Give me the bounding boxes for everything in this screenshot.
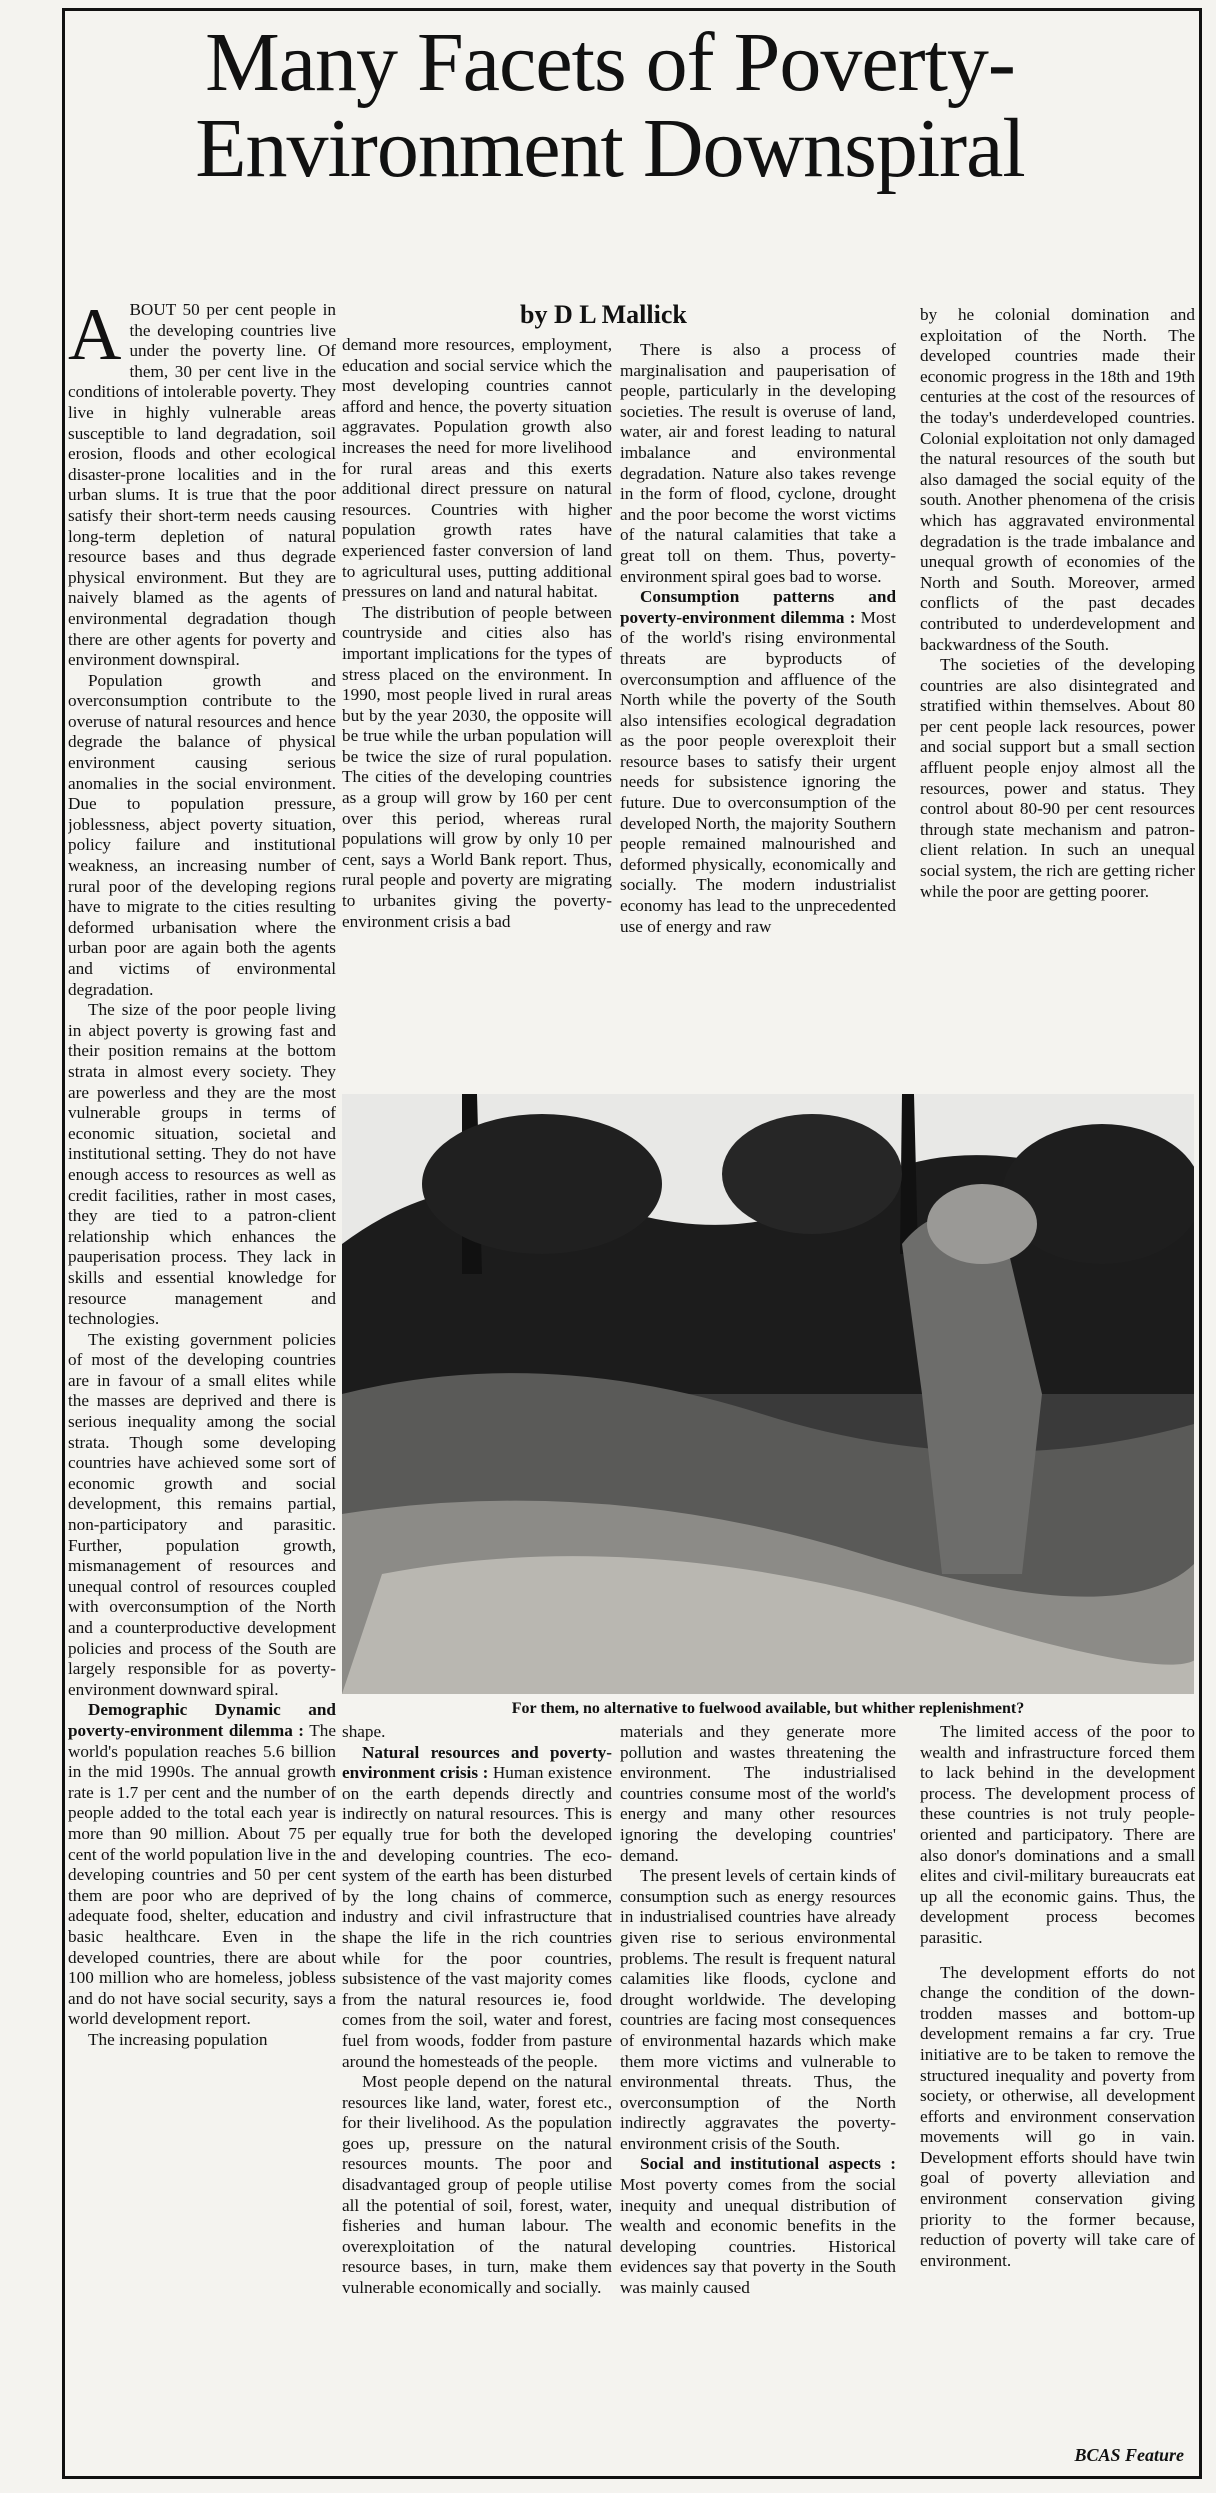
column-5-para-1: shape. xyxy=(342,1722,386,1741)
column-6-para-3: Social and institutional aspects : Most poverty comes from the social inequity and unequal distribution of wealth and economic benefits in the developing countries. Historical evidences say that poverty in the South was mainly caused xyxy=(620,2154,896,2298)
subheading-social: Social and institutional aspects : xyxy=(640,2154,896,2174)
column-4-para-1: by he colonial domination and exploitation of the North. The developed countries made their economic progress in the 18th and 19th centuries at the cost of the resources of the today's underdeveloped countries. Colonial exploitation not only damaged the natural resources of the south but also damaged the social equity of the south. Another phenomena of the crisis which has aggravated environmental degradation is the trade imbalance and unequal growth of economies of the North and South. Moreover, armed conflicts of the past decades contributed to underdevelopment and backwardness of the South. xyxy=(920,305,1195,654)
feature-credit: BCAS Feature xyxy=(1074,2445,1184,2465)
column-2-para-1: demand more resources, employment, education and social service which the most developing countries cannot afford and hence, the poverty situation aggravates. Population growth also increases the need for more livelihood for rural areas and this exerts additional direct pressure on natural resources. Countries with higher population growth rates have experienced faster conversion of land to agricultural uses, putting additional pressures on land and natural habitat. xyxy=(342,335,612,602)
subheading-natural-resources: Natural resources and poverty-environment crisis : xyxy=(342,1742,612,1783)
column-1-para-1: ABOUT 50 per cent people in the developing countries live under the poverty line. Of them, 30 per cent live in the conditions of intolerable poverty. They live in highly vulnerable areas susceptible to land degradation, soil erosion, floods and other ecological disaster-prone localities and in the urban slums. It is true that the poor satisfy their short-term needs causing long-term depletion of natural resource bases and thus degrade physical environment. But they are naively blamed as the agents of environmental degradation though there are other agents for poverty and environment downspiral. xyxy=(68,300,336,670)
column-3-para-2: Consumption patterns and poverty-environment dilemma : Most of the world's rising environmental threats are byproducts of overconsumption and affluence of the North while the poverty of the South also intensifies ecological degradation as the poor people overexploit their resource bases to satisfy their urgent needs for subsistence ignoring the future. Due to overconsumption of the developed North, the majority Southern people remained malnourished and deformed physically, economically and socially. The modern industrialist economy has lead to the unprecedented use of energy and raw xyxy=(620,587,896,936)
photo-illustration xyxy=(342,1094,1194,1694)
column-6-para-2: The present levels of certain kinds of consumption such as energy resources in industrialised countries have already given rise to serious environmental problems. The result is frequent natural calamities like floods, cyclone and drought worldwide. The developing countries are facing most consequences of environmental hazards which make them more victims and vulnerable to environmental threats. Thus, the overconsumption of the North indirectly aggravates the poverty-environment crisis of the South. xyxy=(620,1866,896,2153)
photo-caption: For them, no alternative to fuelwood available, but whither replenishment? xyxy=(511,1700,1025,1717)
column-1-para-2: Population growth and overconsumption contribute to the overuse of natural resources and hence degrade the balance of physical environment causing serious anomalies in the social environment. Due to population pressure, joblessness, abject poverty situation, policy failure and institutional weakness, an increasing number of rural poor of the developing regions have to migrate to the cities resulting deformed urbanisation where the urban poor are again both the agents and victims of environmental degradation. xyxy=(68,670,336,999)
column-5 xyxy=(342,1722,612,2462)
subheading-consumption: Consumption patterns and poverty-environment dilemma : xyxy=(620,587,896,627)
top-rule xyxy=(62,8,1202,11)
column-1-para-3: The size of the poor people living in abject poverty is growing fast and their position remains at the bottom strata in almost every society. They are powerless and they are the most vulnerable groups in terms of economic situation, societal and institutional setting. They do not have enough access to resources as well as credit facilities, rather in most cases, they are tied to a patron-client relationship which enhances the pauperisation process. They lack in skills and essential knowledge for resource management and technologies. xyxy=(68,1000,336,1329)
bottom-rule xyxy=(62,2476,1202,2479)
column-5-para-2: Natural resources and poverty-environment crisis : Human existence on the earth depends directly and indirectly on natural resources. This is equally true for both the developed and developing countries. The eco-system of the earth has been disturbed by the long chains of commerce, industry and civil infrastructure that shape the life in the rich countries while for the poor countries, subsistence of the vast majority comes from the natural resources ie, food comes from the soil, water and forest, fuel from woods, fodder from pasture around the homesteads of the people. xyxy=(342,1742,612,2071)
column-2 xyxy=(342,335,612,1090)
subheading-demographic: Demographic Dynamic and poverty-environment dilemma : xyxy=(68,1700,336,1740)
left-rule xyxy=(62,8,65,2478)
photo-fuelwood xyxy=(342,1094,1194,1694)
column-7-para-2: The development efforts do not change the condition of the down-trodden masses and bottom-up development remains a far cry. True initiative are to be taken to remove the structured inequality and poverty from society, or otherwise, all development efforts and environment conservation movements will go in vain. Development efforts should have twin goal of poverty alleviation and environment conservation giving priority to the former because, reduction of poverty will take care of environment. xyxy=(920,1962,1195,2270)
column-4-para-2: The societies of the developing countries are also disintegrated and stratified within themselves. About 80 per cent people lack resources, power and social support but a small section affluent people enjoy almost all the resources, power and status. They control about 80-90 per cent resources through state mechanism and patron-client relation. In such an unequal social system, the rich are getting richer while the poor are getting poorer. xyxy=(920,655,1195,901)
column-1-para-5: Demographic Dynamic and poverty-environment dilemma : The world's population reaches 5.6 billion in the mid 1990s. The annual growth rate is 1.7 per cent and the number of people added to the total each year is more than 90 million. About 75 per cent of the world population live in the developing countries and 50 per cent them are poor who are deprived of adequate food, shelter, education and basic healthcare. Even in the developed countries, there are about 100 million who are homeless, jobless and do not have social security, says a world development report. xyxy=(68,1700,336,2029)
byline: by D L Mallick xyxy=(520,300,687,329)
headline: Many Facets of Poverty-Environment Downspiral xyxy=(195,16,1025,195)
column-1-para-4: The existing government policies of most of the developing countries are in favour of a small elites while the masses are deprived and there is serious inequality among the social strata. Though some developing countries have achieved some sort of economic growth and social development, this remains partial, non-participatory and parasitic. Further, population growth, mismanagement of resources and unequal control of resources coupled with overconsumption of the North and a counterproductive development policies and process of the South are largely responsible for as poverty-environment downward spiral. xyxy=(68,1329,336,1699)
column-3-para-1: There is also a process of marginalisation and pauperisation of people, particularly in the developing societies. The result is overuse of land, water, air and forest leading to natural imbalance and environmental degradation. Nature also takes revenge in the form of flood, cyclone, drought and the poor become the worst victims of the natural calamities that take a great toll on them. Thus, poverty-environment spiral goes bad to worse. xyxy=(620,340,896,586)
column-6-para-1: materials and they generate more pollution and wastes threatening the environment. The industrialised countries consume most of the world's energy and many other resources ignoring the developing countries' demand. xyxy=(620,1722,896,1865)
column-1 xyxy=(68,300,336,2440)
column-3 xyxy=(620,340,896,1090)
column-7-para-1: The limited access of the poor to wealth and infrastructure forced them to lack behind in the development process. The development process of these countries is not truly people-oriented and participatory. There are also donor's dominations and a small elites and civil-military bureaucrats eat up all the economic gains. Thus, the development process becomes parasitic. xyxy=(920,1722,1195,1947)
column-6 xyxy=(620,1722,896,2462)
column-1-para-6: The increasing population xyxy=(88,2029,268,2049)
column-7 xyxy=(920,1722,1195,2437)
column-2-para-2: The distribution of people between countryside and cities also has important implications for the types of stress placed on the environment. In 1990, most people lived in rural areas but by the year 2030, the opposite will be true while the urban population will be twice the size of rural population. The cities of the developing countries as a group will grow by 160 per cent over this period, whereas rural populations will grow by only 10 per cent, says a World Bank report. Thus, rural people and poverty are migrating to urbanites giving the poverty-environment crisis a bad xyxy=(342,602,612,931)
right-rule xyxy=(1199,8,1202,2478)
column-4 xyxy=(920,305,1195,1090)
column-5-para-3: Most people depend on the natural resources like land, water, forest etc., for their livelihood. As the population goes up, pressure on the natural resources mounts. The poor and disadvantaged group of people utilise all the potential of soil, forest, water, fisheries and human labour. The overexploitation of the natural resource bases, in turn, make them vulnerable economically and socially. xyxy=(342,2072,612,2298)
drop-cap: A xyxy=(68,300,122,376)
